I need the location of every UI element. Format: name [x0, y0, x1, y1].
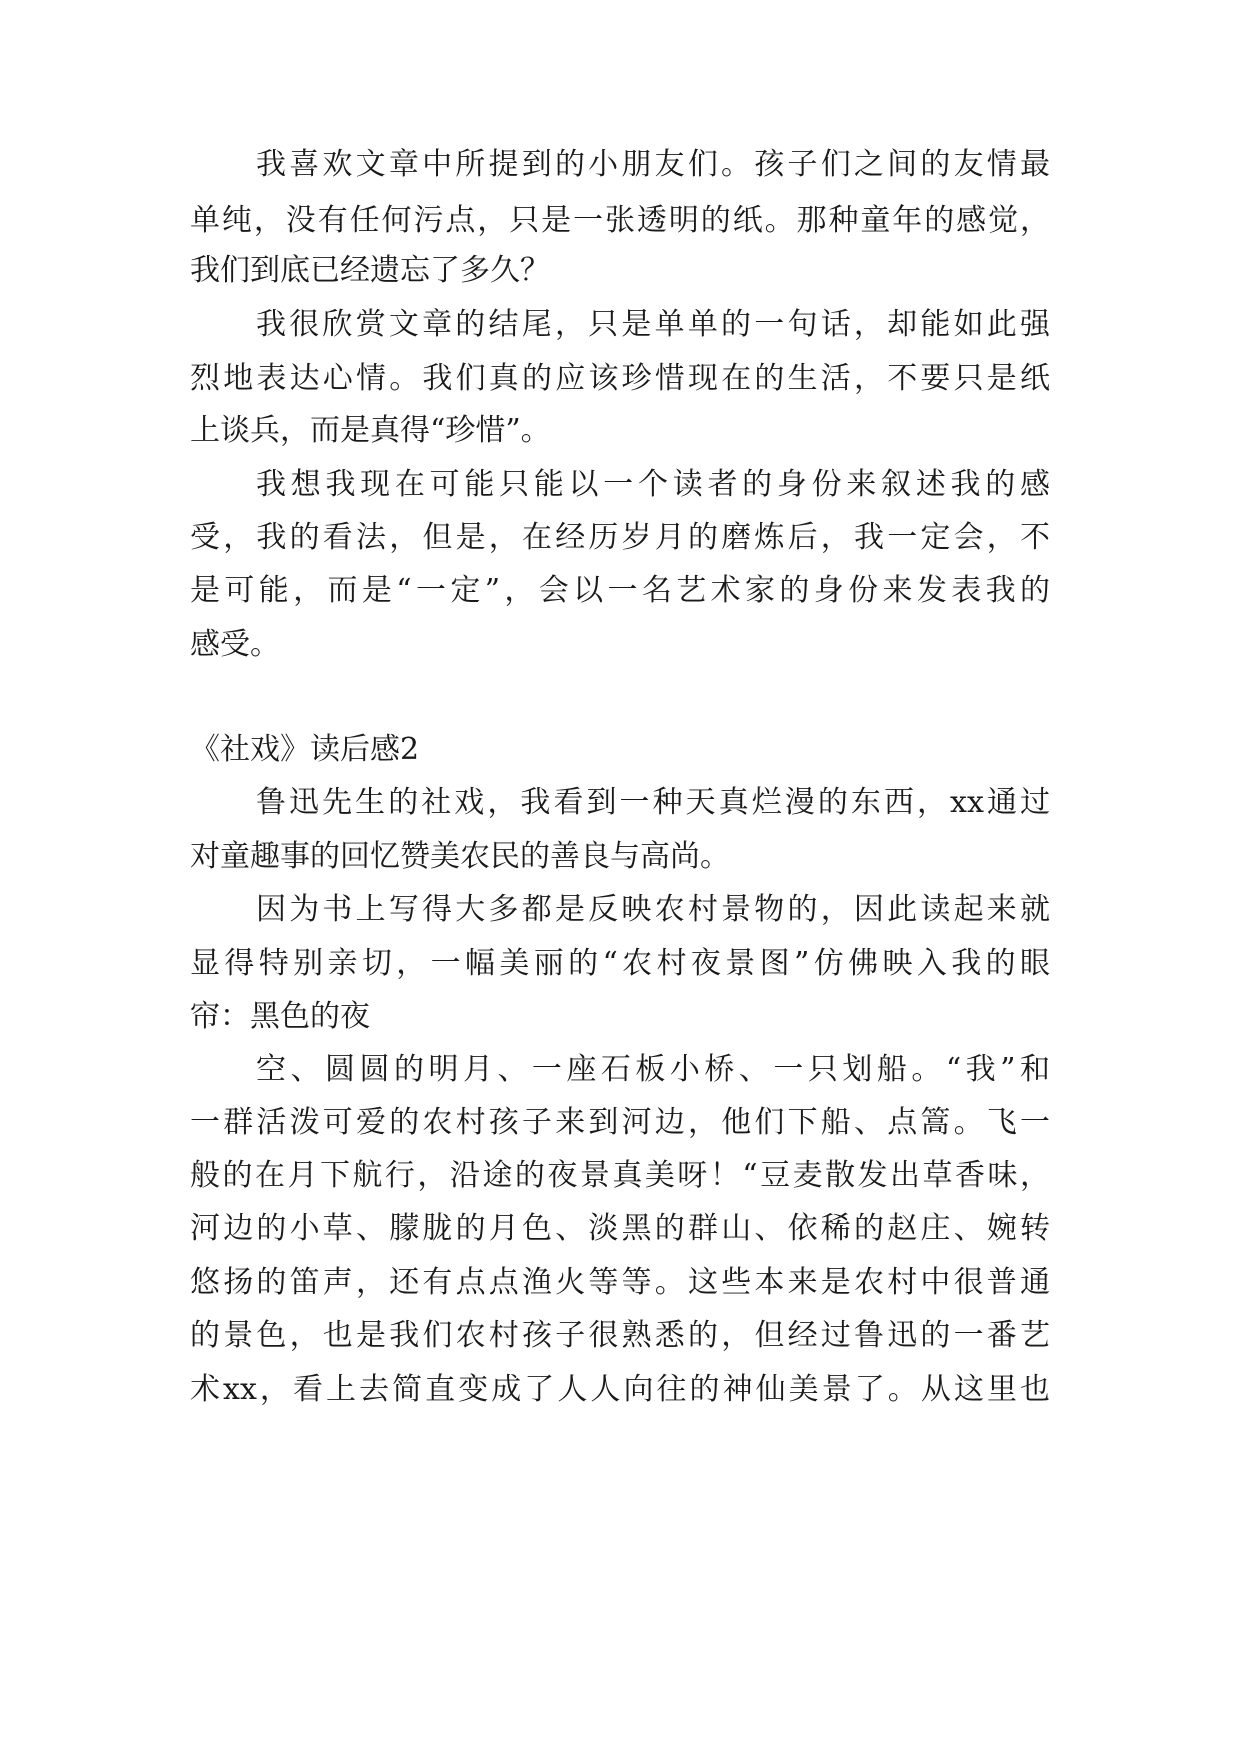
text-line: 对童趣事的回忆赞美农民的善良与高尚。 [190, 839, 730, 874]
text-line: 悠扬的笛声，还有点点渔火等等。这些本来是农村中很普通 [190, 1265, 1050, 1300]
text-line: 显得特别亲切，一幅美丽的“农村夜景图”仿佛映入我的眼 [190, 946, 1050, 981]
text-line: 术xx，看上去简直变成了人人向往的神仙美景了。从这里也 [190, 1372, 1050, 1407]
text-line: 的景色，也是我们农村孩子很熟悉的，但经过鲁迅的一番艺 [190, 1318, 1050, 1353]
text-line: 帘：黑色的夜 [190, 999, 370, 1034]
text-line: 我们到底已经遗忘了多久？ [190, 253, 550, 288]
text-line: 因为书上写得大多都是反映农村景物的，因此读起来就 [256, 892, 1050, 927]
text-line: 我喜欢文章中所提到的小朋友们。孩子们之间的友情最 [256, 147, 1050, 182]
text-line: 我很欣赏文章的结尾，只是单单的一句话，却能如此强 [256, 307, 1050, 342]
text-line: 一群活泼可爱的农村孩子来到河边，他们下船、点篙。飞一 [190, 1105, 1050, 1140]
text-line: 烈地表达心情。我们真的应该珍惜现在的生活，不要只是纸 [190, 361, 1050, 396]
text-line: 鲁迅先生的社戏，我看到一种天真烂漫的东西，xx通过 [256, 785, 1050, 820]
section-title: 《社戏》读后感2 [190, 732, 420, 767]
text-line: 受，我的看法，但是，在经历岁月的磨炼后，我一定会，不 [190, 520, 1050, 555]
text-line: 上谈兵，而是真得“珍惜”。 [190, 413, 551, 448]
text-line: 我想我现在可能只能以一个读者的身份来叙述我的感 [256, 467, 1050, 502]
text-line: 空、圆圆的明月、一座石板小桥、一只划船。“我”和 [256, 1052, 1050, 1087]
text-line: 般的在月下航行，沿途的夜景真美呀！“豆麦散发出草香味， [190, 1158, 1050, 1193]
text-line: 河边的小草、朦胧的月色、淡黑的群山、依稀的赵庄、婉转 [190, 1211, 1050, 1246]
text-line: 是可能，而是“一定”，会以一名艺术家的身份来发表我的 [190, 573, 1050, 608]
text-line: 单纯，没有任何污点，只是一张透明的纸。那种童年的感觉， [190, 203, 1050, 238]
text-line: 感受。 [190, 627, 280, 662]
